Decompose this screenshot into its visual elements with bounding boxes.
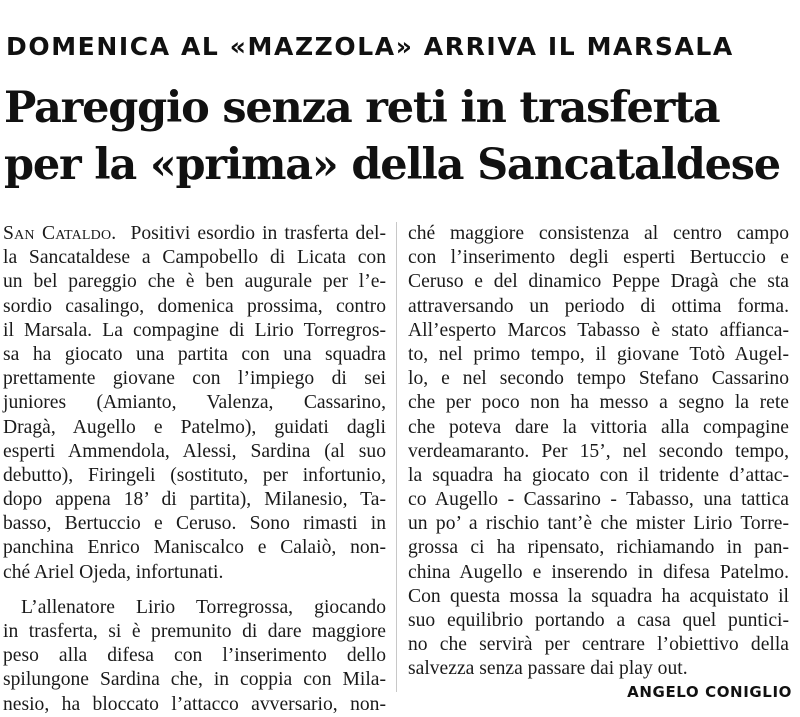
- text-line: la squadra ha giocato con il tridente d’attac-: [408, 464, 789, 486]
- text-line: esperti Ammendola, Alessi, Sardina (al suo: [3, 440, 386, 462]
- text-line: L’allenatore Lirio Torregrossa, giocando: [21, 596, 386, 618]
- text-line: no che servirà per centrare l’obiettivo della: [408, 634, 789, 656]
- text-line: china Augello e inserendo in difesa Patelmo.: [408, 561, 789, 583]
- article-headline: [4, 80, 799, 194]
- text-line: verdeamaranto. Per 15’, nel secondo tempo,: [408, 440, 789, 462]
- text-line: che per poco non ha messo a segno la rete: [408, 392, 789, 414]
- headline-line-2: per la «prima» della Sancataldese: [4, 140, 780, 190]
- text-line: nesio, ha bloccato l’attacco avversario, non-: [3, 693, 386, 715]
- text-line: sordio casalingo, domenica prossima, contro: [3, 295, 386, 317]
- article-column-left: [3, 222, 386, 717]
- text-line: debutto), Firingeli (sostituto, per infortunio,: [3, 464, 386, 486]
- text-line: peso alla difesa con l’inserimento dello: [3, 645, 386, 667]
- text-line: prettamente giovane con l’impiego di sei: [3, 368, 386, 390]
- text-line: to, nel primo tempo, il giovane Totò Augel-: [408, 343, 789, 365]
- text-line: co Augello - Cassarino - Tabasso, una tattica: [408, 489, 789, 511]
- text-line: ché maggiore consistenza al centro campo: [408, 223, 789, 244]
- text-line: lo, e nel secondo tempo Stefano Cassarino: [408, 368, 789, 390]
- text-line: ché Ariel Ojeda, infortunati.: [3, 561, 224, 583]
- text-line: attraversando un periodo di ottima forma.: [408, 295, 789, 317]
- text-line: spilungone Sardina che, in coppia con Mila-: [3, 669, 386, 691]
- text-line: Con questa mossa la squadra ha acquistato il: [408, 585, 789, 607]
- article-dateline: San Cataldo.: [3, 223, 117, 244]
- text-line: San Cataldo. Positivi esordio in trasferta del-: [3, 223, 387, 244]
- text-line: un bel pareggio che è ben augurale per l’e-: [3, 271, 386, 293]
- text-line: che poteva dare la vittoria alla compagine: [408, 416, 789, 438]
- column-divider: [396, 222, 397, 692]
- text-line: dopo appena 18’ di partita), Milanesio, Ta-: [3, 489, 386, 511]
- text-line: All’esperto Marcos Tabasso è stato affianca-: [408, 319, 789, 341]
- text-line: suo equilibrio portando a casa quel puntici-: [408, 610, 789, 631]
- headline-line-1: Pareggio senza reti in trasferta: [4, 83, 720, 133]
- paragraph-gap: [3, 585, 386, 596]
- article-column-right: [408, 222, 789, 682]
- text-line: il Marsala. La compagine di Lirio Torregros-: [3, 319, 386, 341]
- text-line: Ceruso e del dinamico Peppe Dragà che sta: [408, 271, 789, 293]
- text-line: Dragà, Augello e Patelmo), guidati dagli: [3, 416, 386, 438]
- article-kicker: DOMENICA AL «MAZZOLA» ARRIVA IL MARSALA: [6, 32, 734, 61]
- text-line: con l’inserimento degli esperti Bertuccio e: [408, 247, 789, 269]
- text-line: in trasferta, si è premunito di dare maggiore: [3, 621, 386, 642]
- text-line: un po’ a rischio tant’è che mister Lirio Torre-: [408, 513, 789, 535]
- text-line: salvezza senza passare dai play out.: [408, 658, 688, 680]
- text-line: juniores (Amianto, Valenza, Cassarino,: [3, 392, 386, 414]
- text-line: la Sancataldese a Campobello di Licata con: [3, 247, 386, 269]
- text-line: panchina Enrico Maniscalco e Calaiò, non-: [3, 537, 386, 559]
- article-byline: ANGELO CONIGLIO: [627, 683, 792, 701]
- text-line: grossa ci ha ripensato, richiamando in pan-: [408, 537, 789, 559]
- text-line: sa ha giocato una partita con una squadra: [3, 343, 386, 365]
- text-line: basso, Bertuccio e Ceruso. Sono rimasti in: [3, 513, 386, 535]
